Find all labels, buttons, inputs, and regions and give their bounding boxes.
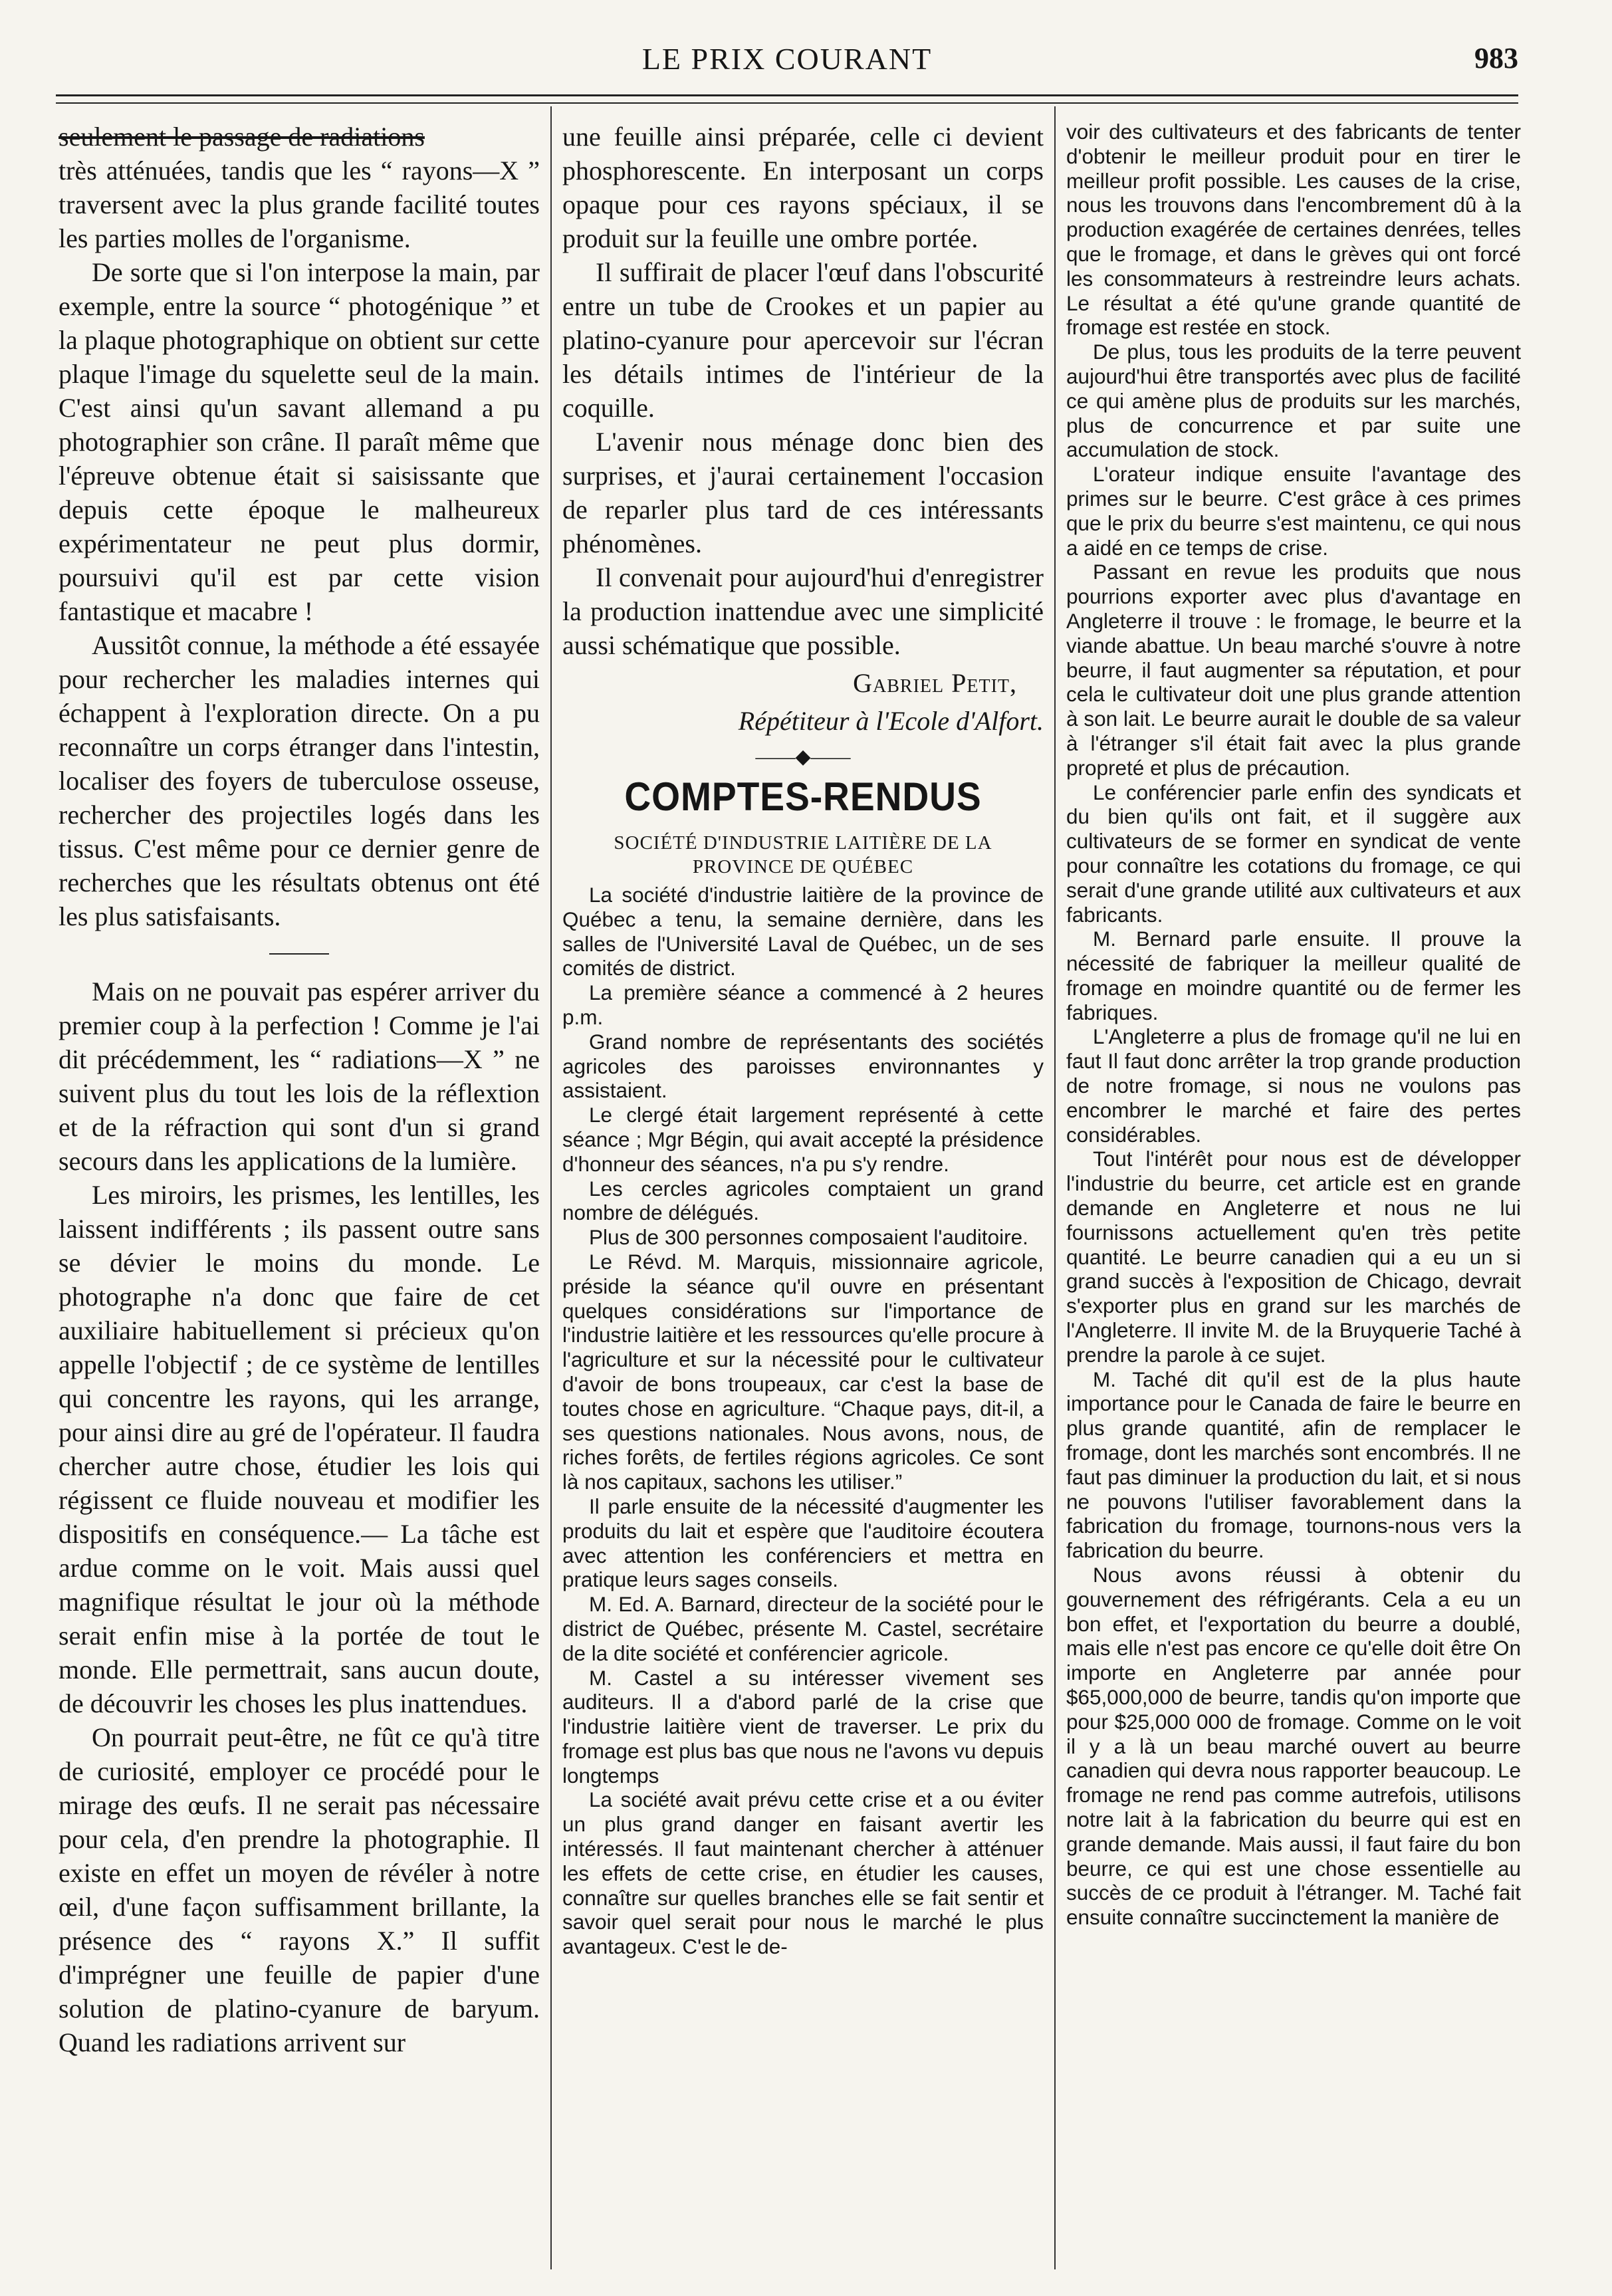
paragraph: M. Ed. A. Barnard, directeur de la société pour le district de Québec, présente M. Castel, secrétaire de la dite société et conférencier agricole. (562, 1592, 1044, 1665)
journal-title: LE PRIX COURANT (641, 42, 933, 76)
header-rule-bottom (56, 102, 1518, 104)
paragraph: On pourrait peut-être, ne fût ce qu'à titre de curiosité, employer ce procédé pour le mirage des œufs. Il ne serait pas nécessaire pour cela, d'en prendre la photographie. Il existe en effet un moyen de révéler à notre œil, d'une façon suffisamment brillante, la présence des “ rayons X.” Il suffit d'imprégner une feuille de papier d'une solution de platino-cyanure de baryum. Quand les radiations arrivent sur (58, 1722, 540, 2057)
column-divider-1 (550, 106, 552, 2269)
column-divider-2 (1054, 106, 1056, 2269)
separator-rule (269, 953, 329, 955)
paragraph: très atténuées, tandis que les “ rayons—X ” traversent avec la plus grande facilité toutes les parties molles de l'organisme. (58, 156, 540, 253)
article-subheading: SOCIÉTÉ D'INDUSTRIE LAITIÈRE DE LA PROVINCE DE QUÉBEC (614, 832, 992, 877)
report-text (562, 883, 1044, 1959)
column-2 (562, 120, 1044, 2273)
author-role: Répétiteur à l'Ecole d'Alfort. (738, 706, 1044, 736)
paragraph: Aussitôt connue, la méthode a été essayée pour rechercher les maladies internes qui échappent à l'exploration directe. On a pu reconnaître un corps étranger dans l'intestin, localiser des foyers de tuberculose osseuse, rechercher des projectiles logés dans les tissus. C'est même pour ce dernier genre de recherches que les résultats obtenus ont été les plus satisfaisants. (58, 630, 540, 931)
paragraph: Il suffirait de placer l'œuf dans l'obscurité entre un tube de Crookes et un papier au platino-cyanure pour apercevoir sur l'écran les détails intimes de l'intérieur de la coquille. (562, 257, 1044, 423)
paragraph: La société avait prévu cette crise et a ou éviter un plus grand danger en faisant avertir les intéressés. Il faut maintenant chercher à atténuer les effets de cette crise, en étudier les causes, connaître sur quelles branches elle se fait sentir et savoir quel serait pour nous le marché le plus avantageux. C'est le de- (562, 1787, 1044, 1959)
paragraph: Mais on ne pouvait pas espérer arriver du premier coup à la perfection ! Comme je l'ai dit précédemment, les “ radiations—X ” ne suivent plus du tout les lois de la réflextion et de la réfraction qui sont d'un si grand secours dans les applications de la lumière. (58, 976, 540, 1176)
paragraph: La première séance a commencé à 2 heures p.m. (562, 980, 1044, 1029)
struck-line: seulement le passage de radiations (58, 122, 425, 152)
section-title: COMPTES-RENDUS (624, 774, 982, 819)
paragraph: Nous avons réussi à obtenir du gouvernement des réfrigérants. Cela a eu un bon effet, et l'exportation du beurre a doublé, mais elle n'est pas encore ce qu'elle doit être On importe en Angleterre par année pour $65,000,000 de beurre, tandis qu'on importe que pour $25,000 000 de fromage. Comme on le voit il y a là un beau marché ouvert au beurre canadien qui devra nous rapporter beaucoup. Le fromage ne rend pas comme autrefois, utilisons notre lait à la fabrication du beurre qui est en grande demande. Mais aussi, il faut faire du bon beurre, ce qui est une chose essentielle au succès de ce produit à l'étranger. M. Taché fait ensuite connaître succinctement la manière de (1066, 1563, 1521, 1930)
paragraph: Le Révd. M. Marquis, missionnaire agricole, préside la séance qu'il ouvre en présentant quelques considérations sur l'importance de l'industrie laitière et les ressources qu'elle procure à l'agriculture et sur la nécessité pour le cultivateur d'avoir de bons troupeaux, car c'est la base de toutes chose en agriculture. “Chaque pays, dit-il, a ses questions nationales. Nous avons, nous, de riches forêts, de fertiles régions agricoles. Ce sont là nos capitaux, sachons les utiliser.” (562, 1249, 1044, 1494)
paragraph: M. Bernard parle ensuite. Il prouve la nécessité de fabriquer la meilleur qualité de fromage en moindre quantité ou de fermer les fabriques. (1066, 927, 1521, 1024)
column-1 (58, 120, 540, 2273)
paragraph: M. Taché dit qu'il est de la plus haute importance pour le Canada de faire le beurre en plus grande quantité, afin de remplacer le fromage, dont les marchés sont encombrés. Il ne faut pas diminuer la production du lait, et si nous ne pouvons l'utiliser favorablement dans la fabrication du fromage, tournons-nous vers la fabrication du beurre. (1066, 1367, 1521, 1563)
paragraph: Plus de 300 personnes composaient l'auditoire. (589, 1225, 1028, 1250)
page-number: 983 (1474, 42, 1518, 74)
author-name: Gabriel Petit, (853, 668, 1017, 698)
paragraph: L'Angleterre a plus de fromage qu'il ne lui en faut Il faut donc arrêter la trop grande production de notre fromage, si nous ne voulons pas encombrer le marché et faire des pertes considérables. (1066, 1024, 1521, 1147)
column-3 (1066, 120, 1521, 2273)
paragraph: une feuille ainsi préparée, celle ci devient phosphorescente. En interposant un corps opaque pour ces rayons spéciaux, il se produit sur la feuille une ombre portée. (562, 122, 1044, 253)
paragraph: voir des cultivateurs et des fabricants de tenter d'obtenir le meilleur produit pour en tirer le meilleur profit possible. Les causes de la crise, nous les trouvons dans l'encombrement dû à la production exagérée de certaines denrées, telles que le fromage, et dans le grèves qui ont forcé les consommateurs à restreindre leurs achats. Le résultat a été qu'une grande quantité de fromage est restée en stock. (1066, 120, 1521, 340)
paragraph: Le clergé était largement représenté à cette séance ; Mgr Bégin, qui avait accepté la présidence d'honneur des séances, n'a pu s'y rendre. (562, 1103, 1044, 1176)
paragraph: Grand nombre de représentants des sociétés agricoles des paroisses environnantes y assistaient. (562, 1029, 1044, 1103)
header-rule-top (56, 94, 1518, 96)
paragraph: De plus, tous les produits de la terre peuvent aujourd'hui être transportés avec plus de facilité ce qui amène plus de produits sur les marchés, plus de concurrence et par suite une accumulation de stock. (1066, 340, 1521, 462)
paragraph: L'orateur indique ensuite l'avantage des primes sur le beurre. C'est grâce à ces primes que le prix du beurre s'est maintenu, ce qui nous a aidé en ce temps de crise. (1066, 462, 1521, 560)
page-header (56, 39, 1518, 85)
paragraph: La société d'industrie laitière de la province de Québec a tenu, la semaine dernière, dans les salles de l'Université Laval de Québec, un de ses comités de district. (562, 883, 1044, 980)
paragraph: L'avenir nous ménage donc bien des surprises, et j'aurai certainement l'occasion de reparler plus tard de ces intéressants phénomènes. (562, 427, 1044, 558)
paragraph: Tout l'intérêt pour nous est de développer l'industrie du beurre, cet article est en grande demande en Angleterre et nous ne lui fournissons actuellement qu'en très petite quantité. Le beurre canadien qui a eu un si grand succès à l'exposition de Chicago, devrait s'exporter plus en grand sur les marchés de l'Angleterre. Il invite M. de la Bruyquerie Taché à prendre la parole à ce sujet. (1066, 1147, 1521, 1367)
paragraph: Passant en revue les produits que nous pourrions exporter avec plus d'avantage en Angleterre il trouve : le fromage, le beurre et la viande abattue. Un beau marché s'ouvre à notre beurre, il faut augmenter sa réputation, et pour cela le cultivateur doit une plus grande attention à son lait. Le beurre aurait le double de sa valeur à l'étranger s'il était fait avec la plus grande propreté et plus de précaution. (1066, 560, 1521, 780)
paragraph: Les miroirs, les prismes, les lentilles, les laissent indifférents ; ils passent outre sans se dévier le moins du monde. Le photographe n'a donc que faire de cet auxiliaire habituellement si précieux qu'on appelle l'objectif ; de ce système de lentilles qui concentre les rayons, qui les arrange, pour ainsi dire au gré de l'opérateur. Il faudra chercher autre chose, étudier les lois qui régissent ce fluide nouveau et modifier les dispositifs en conséquence.— La tâche est ardue comme on le voit. Mais aussi quel magnifique résultat le jour où la méthode serait enfin mise à la portée de tout le monde. Elle permettrait, sans aucun doute, de découvrir les choses les plus inattendues. (58, 1180, 540, 1718)
ornament-divider: ——◆—— (755, 746, 851, 768)
paragraph: Les cercles agricoles comptaient un grand nombre de délégués. (562, 1176, 1044, 1225)
paragraph: De sorte que si l'on interpose la main, par exemple, entre la source “ photogénique ” et la plaque photographique on obtient sur cette plaque l'image du squelette seul de la main. C'est ainsi qu'un savant allemand a pu photographier son crâne. Il paraît même que l'épreuve obtenue était si saisissante que depuis cette époque le malheureux expérimentateur ne peut plus dormir, poursuivi qu'il est par cette vision fantastique et macabre ! (58, 257, 540, 626)
paragraph: M. Castel a su intéresser vivement ses auditeurs. Il a d'abord parlé de la crise que l'industrie laitière vient de traverser. Le prix du fromage est plus bas que nous ne l'avons vu depuis longtemps (562, 1665, 1044, 1787)
paragraph: Il parle ensuite de la nécessité d'augmenter les produits du lait et espère que l'auditoire écoutera avec attention les conférenciers et mettra en pratique leurs sages conseils. (562, 1494, 1044, 1592)
paragraph: Le conférencier parle enfin des syndicats et du bien qu'ils ont fait, et il suggère aux cultivateurs de se former en syndicat de vente pour connaître les cotations du fromage, ce qui serait d'une grande utilité aux cultivateurs et aux fabricants. (1066, 780, 1521, 927)
paragraph: Il convenait pour aujourd'hui d'enregistrer la production inattendue avec une simplicité aussi schématique que possible. (562, 562, 1044, 660)
